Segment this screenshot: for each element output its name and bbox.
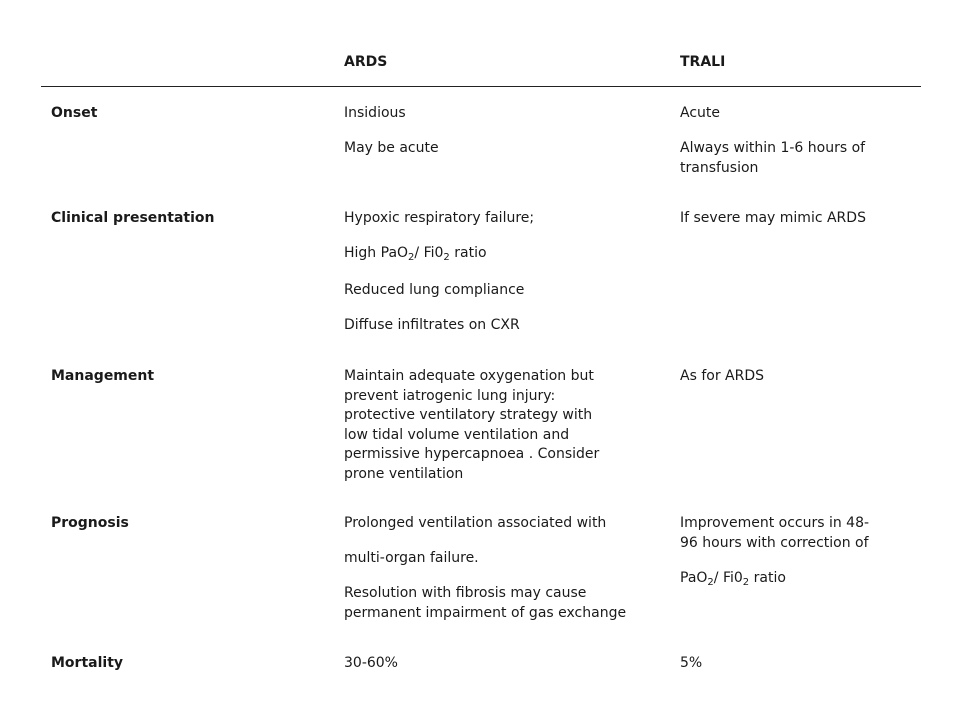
mortality-ards-text: 30-60% <box>344 655 398 671</box>
management-trali-text: As for ARDS <box>680 368 764 384</box>
ratio-subscript-2: 2 <box>742 577 750 588</box>
onset-ards-line-2: May be acute <box>344 140 439 156</box>
clinical-trali-line-1: If severe may mimic ARDS <box>680 210 866 226</box>
ratio-text-mid: / Fi0 <box>713 570 743 586</box>
header-divider <box>41 86 921 87</box>
ratio-text-mid: / Fi0 <box>414 245 444 261</box>
ratio-subscript-2: 2 <box>443 252 450 263</box>
column-header-trali: TRALI <box>680 54 726 70</box>
prognosis-ards-line-2: multi-organ failure. <box>344 550 479 566</box>
clinical-ards-line-1: Hypoxic respiratory failure; <box>344 210 535 226</box>
ratio-text-post: ratio <box>449 245 487 261</box>
row-label-clinical-presentation: Clinical presentation <box>51 210 215 226</box>
prognosis-trali-ratio <box>680 569 920 589</box>
ratio-subscript-1: 2 <box>707 577 714 588</box>
ratio-text-pre: High PaO <box>344 245 409 261</box>
prognosis-ards-line-3: Resolution with fibrosis may cause permanent impairment of gas exchange <box>344 585 627 621</box>
prognosis-trali-line-1: Improvement occurs in 48- 96 hours with correction of <box>680 515 870 551</box>
column-header-ards: ARDS <box>344 54 388 70</box>
mortality-trali-text: 5% <box>680 655 703 671</box>
ratio-text-pre: PaO <box>680 570 708 586</box>
onset-trali-line-1: Acute <box>680 105 721 121</box>
prognosis-ards-line-1: Prolonged ventilation associated with <box>344 515 607 531</box>
onset-trali-line-2: Always within 1-6 hours of transfusion <box>680 140 866 176</box>
row-label-prognosis: Prognosis <box>51 515 129 531</box>
row-label-management: Management <box>51 368 155 384</box>
onset-ards-line-1: Insidious <box>344 105 406 121</box>
ratio-text-post: ratio <box>749 570 786 586</box>
row-label-onset: Onset <box>51 105 98 121</box>
management-ards-text: Maintain adequate oxygenation but prevent iatrogenic lung injury: protective ventilatory strategy with low tidal volume ventilation and permissive hypercapnoea . Consider prone ventilation <box>344 368 600 482</box>
clinical-ards-ratio <box>344 244 666 264</box>
clinical-ards-line-4: Diffuse infiltrates on CXR <box>344 317 520 333</box>
ratio-subscript-1: 2 <box>408 252 415 263</box>
clinical-ards-line-3: Reduced lung compliance <box>344 282 525 298</box>
row-label-mortality: Mortality <box>51 655 124 671</box>
